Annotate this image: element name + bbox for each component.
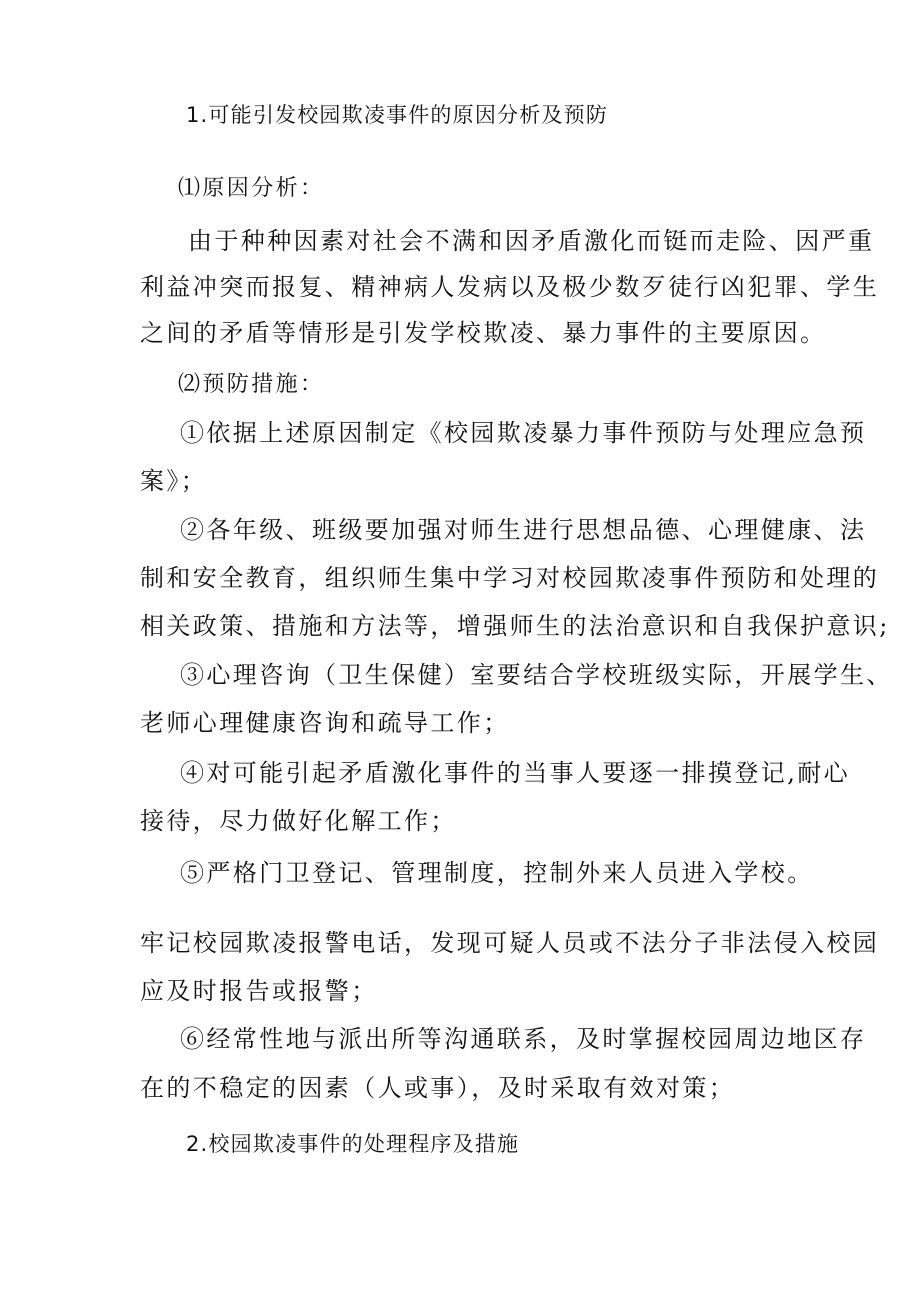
measure-1-line: 案》； [140,467,208,495]
paragraph-line: 之间的矛盾等情形是引发学校欺凌、暴力事件的主要原因。 [140,319,827,347]
measure-2-line: 制和安全教育，组织师生集中学习对校园欺凌事件预防和处理的 [140,564,880,592]
measure-5: ⑤严格门卫登记、管理制度，控制外来人员进入学校。 [180,859,814,887]
section-title-cause-analysis: ⑴原因分析： [178,176,325,201]
heading-cause-analysis-prevention: 1.可能引发校园欺凌事件的原因分析及预防 [186,103,609,127]
measure-4-line: ④对可能引起矛盾激化事件的当事人要逐一排摸登记,耐心 [180,759,851,787]
measure-6-line: ⑥经常性地与派出所等沟通联系，及时掌握校园周边地区存 [180,1025,867,1053]
measure-3-line: ③心理咨询（卫生保健）室要结合学校班级实际，开展学生、 [180,661,893,689]
measure-3-line: 老师心理健康咨询和疏导工作； [140,709,510,737]
paragraph-line: 利益冲突而报复、精神病人发病以及极少数歹徒行凶犯罪、学生 [140,273,880,301]
note-line: 应及时报告或报警； [140,977,378,1005]
section-title-prevention-measures: ⑵预防措施： [178,372,325,397]
measure-2-line: ②各年级、班级要加强对师生进行思想品德、心理健康、法 [180,516,867,544]
paragraph-line: 由于种种因素对社会不满和因矛盾激化而铤而走险、因严重 [188,227,875,255]
measure-4-line: 接待，尽力做好化解工作； [140,807,457,835]
heading-handling-procedures: 2.校园欺凌事件的处理程序及措施 [186,1132,520,1156]
measure-2-line: 相关政策、措施和方法等，增强师生的法治意识和自我保护意识; [140,612,890,640]
measure-6-line: 在的不稳定的因素（人或事），及时采取有效对策； [140,1074,736,1102]
note-line: 牢记校园欺凌报警电话，发现可疑人员或不法分子非法侵入校园 [140,929,880,957]
measure-1-line: ①依据上述原因制定《校园欺凌暴力事件预防与处理应急预 [180,419,867,447]
